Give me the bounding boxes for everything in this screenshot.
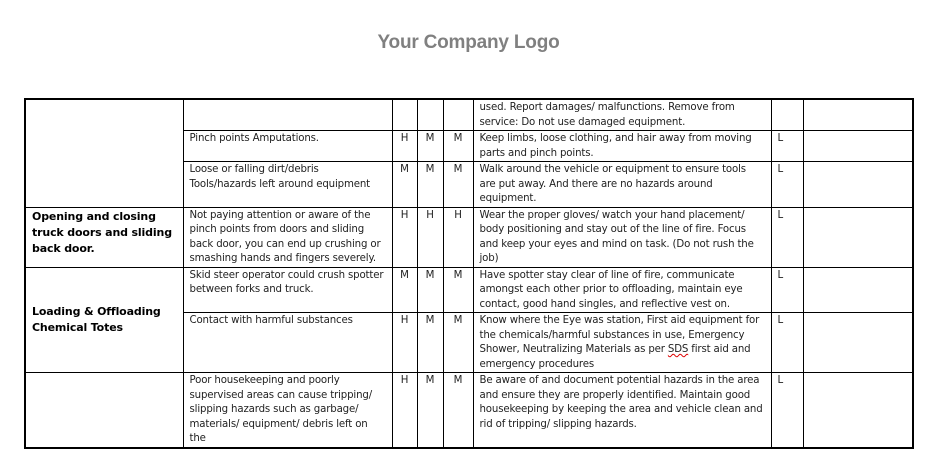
probability-cell: M bbox=[417, 373, 443, 448]
notes-cell bbox=[803, 207, 913, 267]
risk-cell: M bbox=[443, 131, 473, 162]
hazard-cell bbox=[183, 99, 392, 131]
severity-cell: H bbox=[392, 131, 417, 162]
task-cell bbox=[25, 99, 183, 207]
notes-cell bbox=[803, 131, 913, 162]
risk-cell: M bbox=[443, 313, 473, 373]
residual-risk-cell bbox=[771, 99, 803, 131]
risk-cell: M bbox=[443, 267, 473, 313]
severity-cell: H bbox=[392, 207, 417, 267]
risk-cell bbox=[443, 99, 473, 131]
table-row bbox=[25, 99, 913, 131]
table-row bbox=[25, 207, 913, 267]
residual-risk-cell: L bbox=[771, 313, 803, 373]
hazard-cell: Loose or falling dirt/debris Tools/hazards left around equipment bbox=[183, 162, 392, 208]
notes-cell bbox=[803, 267, 913, 313]
notes-cell bbox=[803, 99, 913, 131]
hazard-cell: Skid steer operator could crush spotter between forks and truck. bbox=[183, 267, 392, 313]
residual-risk-cell: L bbox=[771, 207, 803, 267]
hazard-cell: Contact with harmful substances bbox=[183, 313, 392, 373]
probability-cell bbox=[417, 99, 443, 131]
control-cell: Keep limbs, loose clothing, and hair away from moving parts and pinch points. bbox=[473, 131, 771, 162]
job-safety-analysis-table bbox=[24, 98, 914, 449]
probability-cell: M bbox=[417, 162, 443, 208]
task-cell bbox=[25, 373, 183, 448]
probability-cell: H bbox=[417, 207, 443, 267]
control-cell: Walk around the vehicle or equipment to ensure tools are put away. And there are no hazards around equipment. bbox=[473, 162, 771, 208]
company-logo-placeholder: Your Company Logo bbox=[377, 32, 560, 53]
probability-cell: M bbox=[417, 313, 443, 373]
severity-cell: M bbox=[392, 162, 417, 208]
residual-risk-cell: L bbox=[771, 162, 803, 208]
severity-cell: M bbox=[392, 267, 417, 313]
risk-cell: M bbox=[443, 373, 473, 448]
control-text: first aid and emergency procedures bbox=[479, 344, 751, 370]
control-cell: Wear the proper gloves/ watch your hand placement/ body positioning and stay out of the line of fire. Focus and keep your eyes and mind on task. (Do not rush the job) bbox=[473, 207, 771, 267]
risk-cell: H bbox=[443, 207, 473, 267]
spellcheck-flagged-word: SDS bbox=[667, 344, 689, 355]
residual-risk-cell: L bbox=[771, 131, 803, 162]
table-row bbox=[25, 373, 913, 448]
notes-cell bbox=[803, 162, 913, 208]
severity-cell: H bbox=[392, 313, 417, 373]
severity-cell bbox=[392, 99, 417, 131]
control-cell: Be aware of and document potential hazards in the area and ensure they are properly identified. Maintain good housekeeping by keeping the area and vehicle clean and rid of tripping/ slipping hazards. bbox=[473, 373, 771, 448]
probability-cell: M bbox=[417, 267, 443, 313]
control-cell bbox=[473, 313, 771, 373]
table-row bbox=[25, 267, 913, 313]
hazard-cell: Pinch points Amputations. bbox=[183, 131, 392, 162]
notes-cell bbox=[803, 313, 913, 373]
control-cell: used. Report damages/ malfunctions. Remove from service: Do not use damaged equipment. bbox=[473, 99, 771, 131]
hazard-cell: Poor housekeeping and poorly supervised areas can cause tripping/ slipping hazards such as garbage/ materials/ equipment/ debris left on the bbox=[183, 373, 392, 448]
control-cell: Have spotter stay clear of line of fire, communicate amongst each other prior to offloading, maintain eye contact, good hand singles, and reflective vest on. bbox=[473, 267, 771, 313]
severity-cell: H bbox=[392, 373, 417, 448]
task-cell: Opening and closing truck doors and sliding back door. bbox=[25, 207, 183, 267]
control-text: Know where the Eye was station, First aid equipment for the chemicals/harmful substances in use, Emergency Shower, Neutralizing Materials as per bbox=[479, 315, 760, 355]
notes-cell bbox=[803, 373, 913, 448]
hazard-cell: Not paying attention or aware of the pinch points from doors and sliding back door, you can end up crushing or smashing hands and fingers severely. bbox=[183, 207, 392, 267]
residual-risk-cell: L bbox=[771, 373, 803, 448]
task-cell: Loading & Offloading Chemical Totes bbox=[25, 267, 183, 373]
risk-cell: M bbox=[443, 162, 473, 208]
residual-risk-cell: L bbox=[771, 267, 803, 313]
probability-cell: M bbox=[417, 131, 443, 162]
